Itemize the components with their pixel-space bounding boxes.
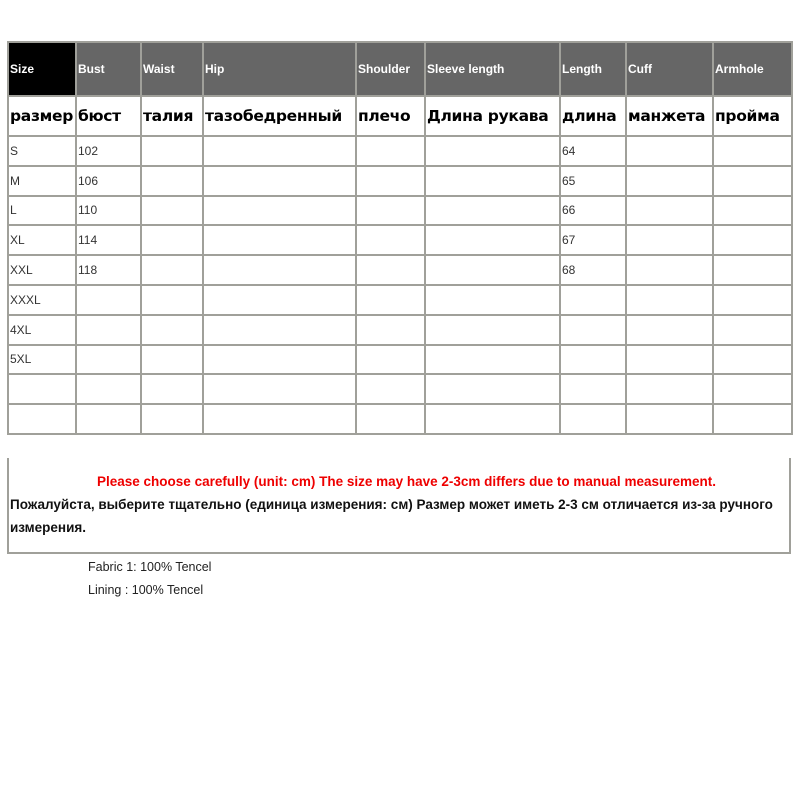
- table-cell: [141, 166, 203, 196]
- table-cell: [203, 404, 356, 434]
- table-cell: [425, 404, 560, 434]
- table-cell: [203, 196, 356, 226]
- table-cell: 66: [560, 196, 626, 226]
- table-cell: 110: [76, 196, 141, 226]
- table-cell: 106: [76, 166, 141, 196]
- table-cell: [356, 345, 425, 375]
- table-cell: [76, 345, 141, 375]
- table-cell: [141, 255, 203, 285]
- table-cell: [356, 166, 425, 196]
- table-cell: 68: [560, 255, 626, 285]
- table-cell: [141, 196, 203, 226]
- table-cell: [141, 315, 203, 345]
- table-cell: [356, 374, 425, 404]
- table-cell: [141, 136, 203, 166]
- table-cell: [76, 404, 141, 434]
- table-cell: [560, 315, 626, 345]
- table-cell: XXXL: [8, 285, 76, 315]
- table-cell: [203, 315, 356, 345]
- table-cell: Длина рукава: [425, 96, 560, 136]
- table-cell: Waist: [141, 42, 203, 96]
- table-cell: [425, 225, 560, 255]
- table-cell: [626, 374, 713, 404]
- table-cell: [626, 255, 713, 285]
- note-russian: Пожалуйста, выберите тщательно (единица измерения: см) Размер может иметь 2-3 см отличается из-за ручного измерения.: [10, 497, 773, 535]
- table-cell: [203, 255, 356, 285]
- table-cell: [713, 345, 792, 375]
- table-cell: Sleeve length: [425, 42, 560, 96]
- table-cell: Shoulder: [356, 42, 425, 96]
- table-cell: [713, 404, 792, 434]
- table-cell: [356, 315, 425, 345]
- table-cell: [626, 404, 713, 434]
- table-cell: [425, 136, 560, 166]
- table-cell: [76, 315, 141, 345]
- table-cell: [356, 136, 425, 166]
- table-cell: L: [8, 196, 76, 226]
- table-cell: S: [8, 136, 76, 166]
- table-row: [8, 315, 792, 345]
- table-cell: [203, 285, 356, 315]
- table-cell: [425, 345, 560, 375]
- table-cell: [713, 285, 792, 315]
- table-cell: [626, 315, 713, 345]
- table-cell: [203, 166, 356, 196]
- table-cell: [425, 166, 560, 196]
- table-cell: Armhole: [713, 42, 792, 96]
- table-cell: плечо: [356, 96, 425, 136]
- table-cell: [356, 225, 425, 255]
- table-cell: [203, 374, 356, 404]
- table-cell: [713, 196, 792, 226]
- table-row: [8, 374, 792, 404]
- size-note: [7, 458, 791, 554]
- table-cell: Size: [8, 42, 76, 96]
- table-cell: длина: [560, 96, 626, 136]
- table-cell: [425, 374, 560, 404]
- table-cell: 67: [560, 225, 626, 255]
- table-cell: [141, 225, 203, 255]
- table-cell: XXL: [8, 255, 76, 285]
- header-row-russian: [8, 96, 792, 136]
- table-cell: [626, 225, 713, 255]
- table-cell: [713, 255, 792, 285]
- table-cell: [356, 196, 425, 226]
- table-cell: 4XL: [8, 315, 76, 345]
- table-cell: 65: [560, 166, 626, 196]
- table-cell: [356, 255, 425, 285]
- table-cell: [203, 225, 356, 255]
- fabric-line: Fabric 1: 100% Tencel: [88, 560, 212, 574]
- table-cell: [141, 404, 203, 434]
- table-cell: Cuff: [626, 42, 713, 96]
- table-cell: [560, 345, 626, 375]
- table-row: [8, 136, 792, 166]
- table-cell: [713, 374, 792, 404]
- table-cell: [356, 285, 425, 315]
- lining-line: Lining : 100% Tencel: [88, 583, 204, 597]
- table-cell: Bust: [76, 42, 141, 96]
- table-cell: [203, 136, 356, 166]
- table-cell: Hip: [203, 42, 356, 96]
- table-cell: [203, 345, 356, 375]
- table-cell: 5XL: [8, 345, 76, 375]
- table-cell: [356, 404, 425, 434]
- table-row: [8, 225, 792, 255]
- table-cell: XL: [8, 225, 76, 255]
- table-row: [8, 255, 792, 285]
- table-cell: [560, 404, 626, 434]
- table-cell: бюст: [76, 96, 141, 136]
- table-row: [8, 345, 792, 375]
- table-row: [8, 285, 792, 315]
- table-cell: пройма: [713, 96, 792, 136]
- table-cell: 64: [560, 136, 626, 166]
- table-cell: [76, 285, 141, 315]
- table-cell: [425, 285, 560, 315]
- table-cell: [8, 404, 76, 434]
- header-row: [8, 42, 792, 96]
- table-cell: [713, 315, 792, 345]
- table-cell: [626, 345, 713, 375]
- table-cell: [560, 374, 626, 404]
- table-cell: тазобедренный: [203, 96, 356, 136]
- table-row: [8, 196, 792, 226]
- table-cell: [76, 374, 141, 404]
- note-english: Please choose carefully (unit: cm) The size may have 2-3cm differs due to manual measurement.: [97, 474, 716, 489]
- table-cell: [626, 285, 713, 315]
- table-cell: [560, 285, 626, 315]
- size-chart-table: [7, 41, 793, 435]
- table-cell: [141, 345, 203, 375]
- table-cell: манжета: [626, 96, 713, 136]
- table-cell: [713, 225, 792, 255]
- table-cell: [141, 374, 203, 404]
- table-cell: [8, 374, 76, 404]
- table-cell: [425, 196, 560, 226]
- table-cell: Length: [560, 42, 626, 96]
- table-cell: [626, 136, 713, 166]
- table-cell: 118: [76, 255, 141, 285]
- table-row: [8, 404, 792, 434]
- table-cell: [141, 285, 203, 315]
- table-cell: [713, 136, 792, 166]
- table-cell: [425, 315, 560, 345]
- table-row: [8, 166, 792, 196]
- table-cell: 114: [76, 225, 141, 255]
- table-cell: [713, 166, 792, 196]
- table-cell: размер: [8, 96, 76, 136]
- table-cell: [626, 166, 713, 196]
- table-cell: 102: [76, 136, 141, 166]
- table-cell: [626, 196, 713, 226]
- table-cell: M: [8, 166, 76, 196]
- table-cell: [425, 255, 560, 285]
- table-cell: талия: [141, 96, 203, 136]
